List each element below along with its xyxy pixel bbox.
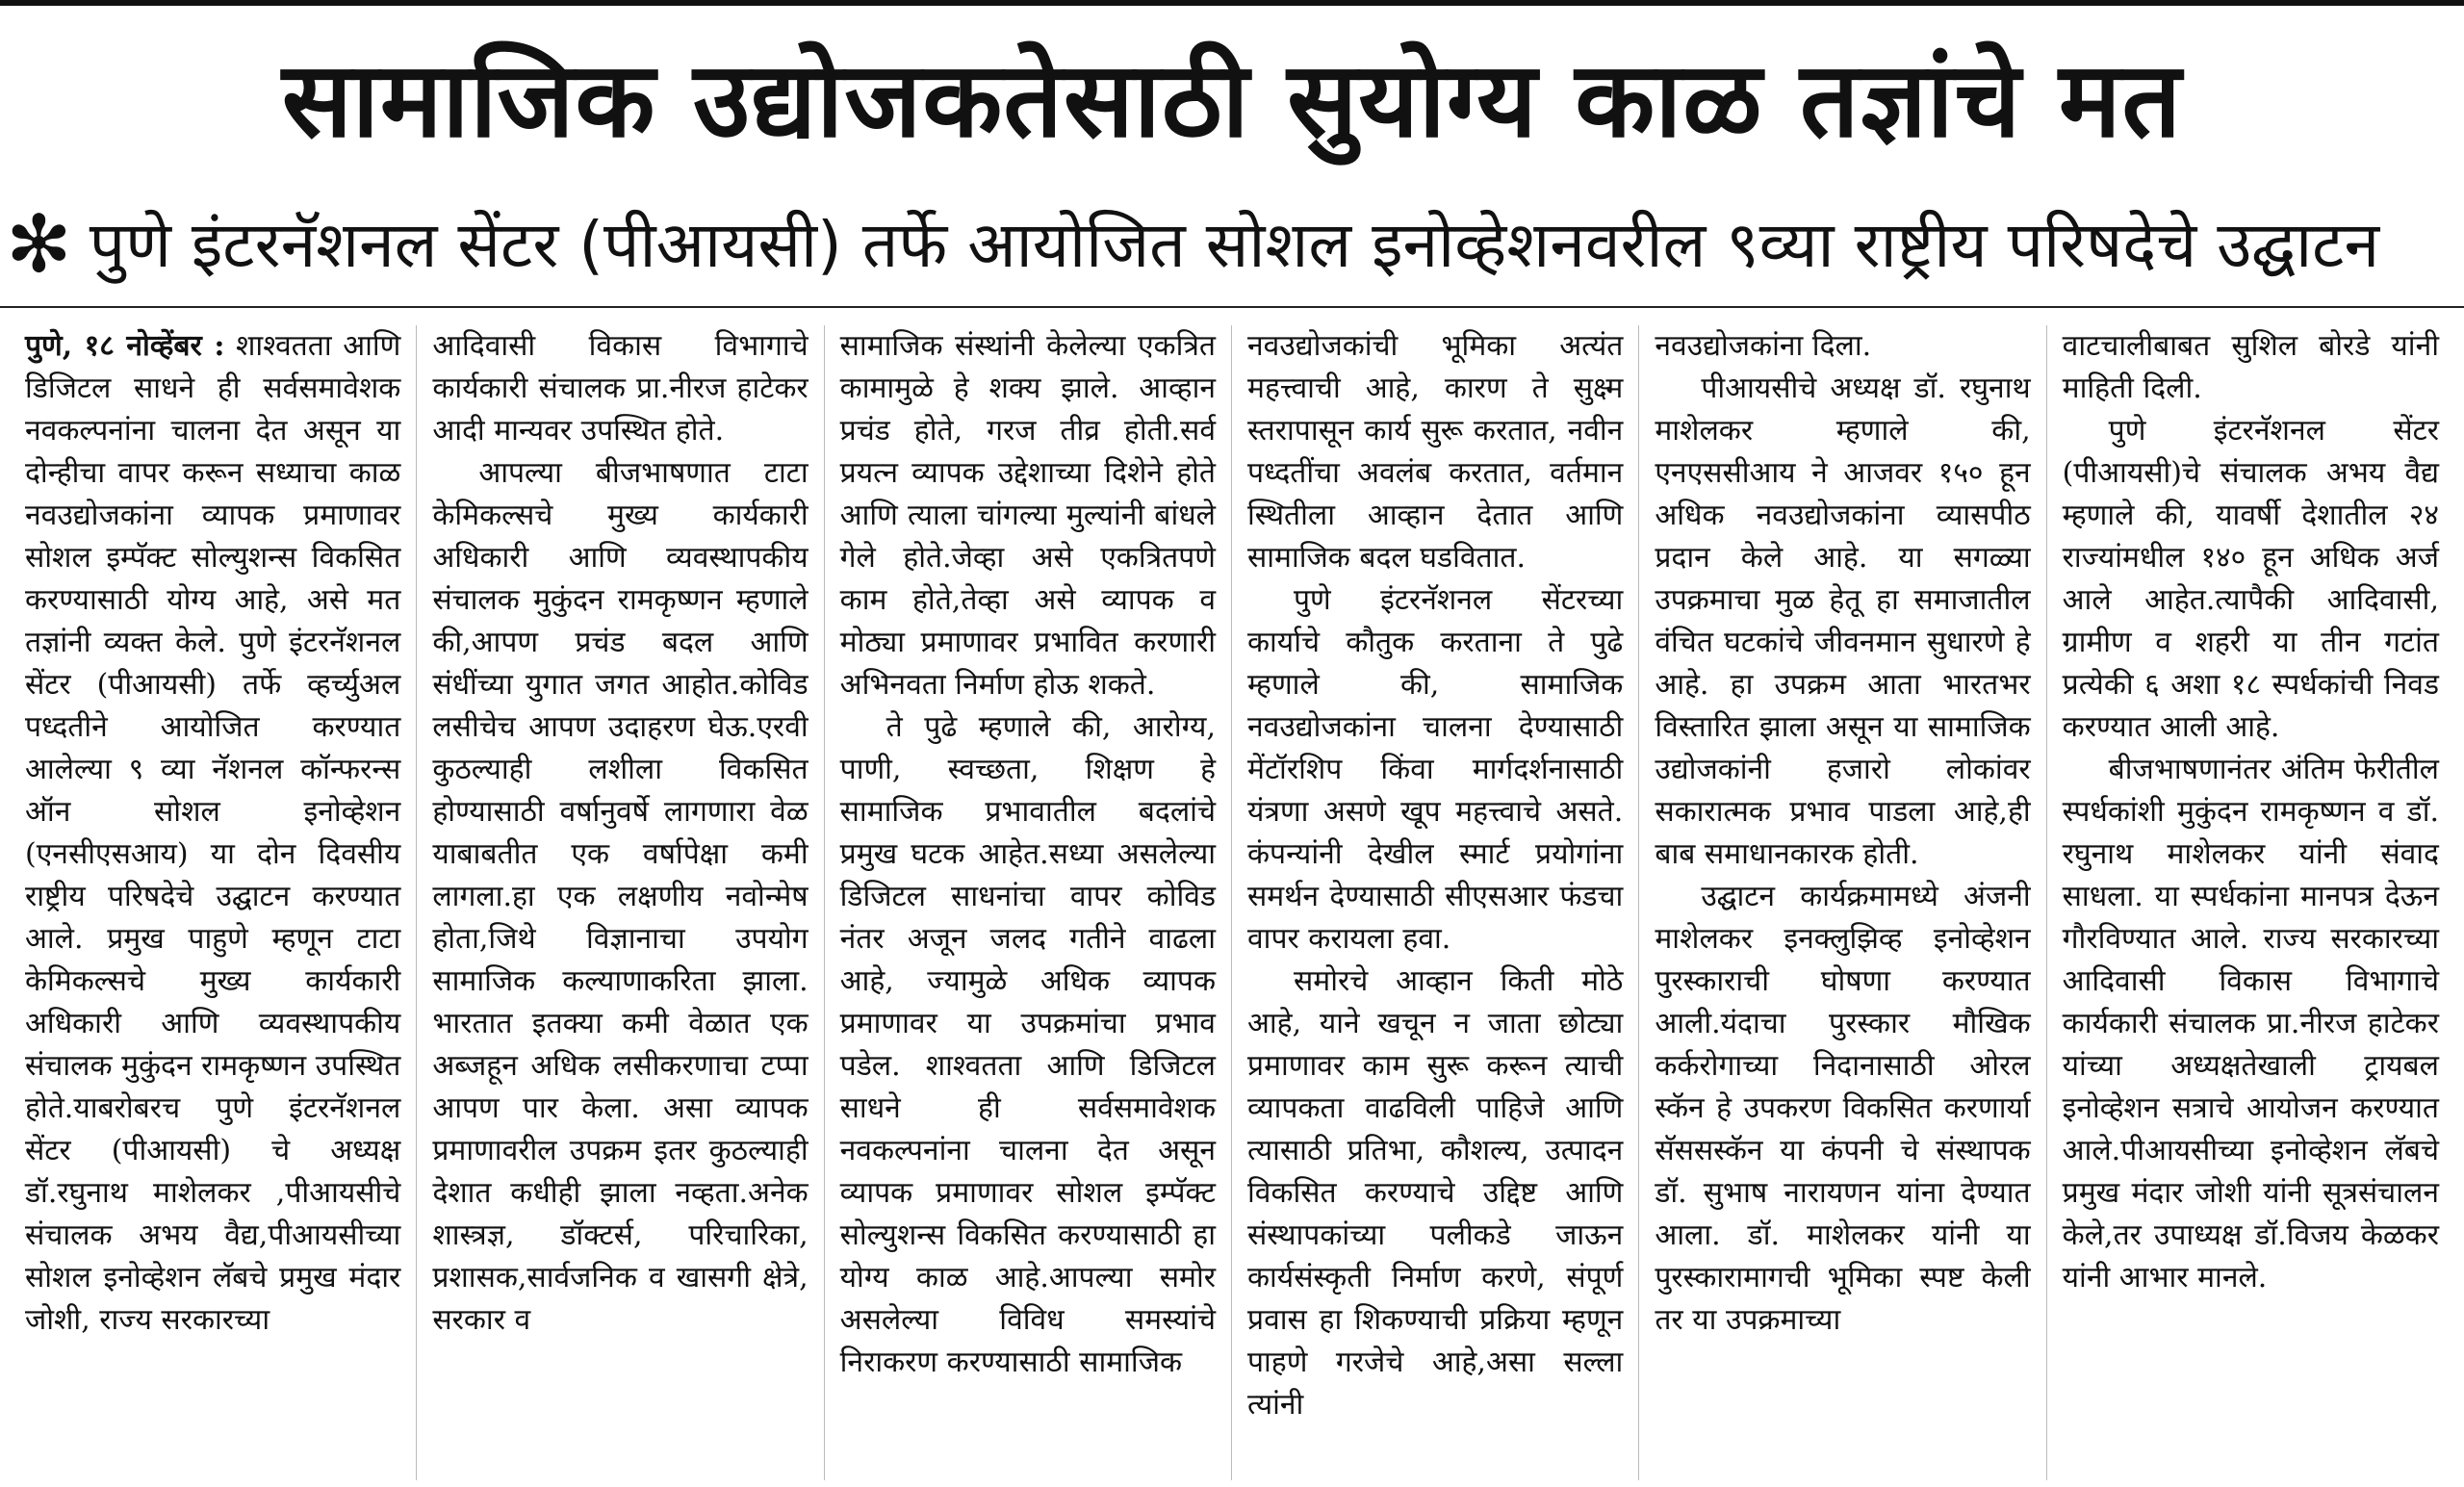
article-paragraph: नवउद्योजकांची भूमिका अत्यंत महत्त्वाची आहे, कारण ते सुक्ष्म स्तरापासून कार्य सुरू करतात, नवीन पध्दतींचा अवलंब करतात, वर्तमान स्थितीला आव्हान देतात आणि सामाजिक बदल घडवितात. xyxy=(1247,329,1624,575)
article-column-5 xyxy=(1639,325,2046,1480)
article-body xyxy=(0,325,2464,1480)
article-paragraph: वाटचालीबाबत सुशिल बोरडे यांनी माहिती दिली. xyxy=(2062,329,2439,405)
divider xyxy=(0,306,2464,308)
article-paragraph: पीआयसीचे अध्यक्ष डॉ. रघुनाथ माशेलकर म्हणाले की, एनएससीआय ने आजवर १५० हून अधिक नवउद्योजकांना व्यासपीठ प्रदान केले आहे. या सगळ्या उपक्रमाचा मुळ हेतू हा समाजातील वंचित घटकांचे जीवनमान सुधारणे हे आहे. हा उपक्रम आता भारतभर विस्तारित झाला असून या सामाजिक उद्योजकांनी हजारो लोकांवर सकारात्मक प्रभाव पाडला आहे,ही बाब समाधानकारक होती. xyxy=(1655,372,2031,871)
subheadline xyxy=(0,192,2464,298)
article-paragraph: आपल्या बीजभाषणात टाटा केमिकल्सचे मुख्य कार्यकारी अधिकारी आणि व्यवस्थापकीय संचालक मुकुंदन रामकृष्णन म्हणाले की,आपण प्रचंड बदल आणि संधींच्या युगात जगत आहोत.कोविड लसीचेच आपण उदाहरण घेऊ.एरवी कुठल्याही लशीला विकसित होण्यासाठी वर्षानुवर्षे लागणारा वेळ याबाबतीत एक वर्षापेक्षा कमी लागला.हा एक लक्षणीय नवोन्मेष होता,जिथे विज्ञानाचा उपयोग सामाजिक कल्याणाकरिता झाला. भारतात इतक्या कमी वेळात एक अब्जहून अधिक लसीकरणाचा टप्पा आपण पार केला. असा व्यापक प्रमाणावरील उपक्रम इतर कुठल्याही देशात कधीही झाला नव्हता.अनेक शास्त्रज्ञ, डॉक्टर्स, परिचारिका, प्रशासक,सार्वजनिक व खासगी क्षेत्रे, सरकार व xyxy=(432,456,808,1337)
article-paragraph: आदिवासी विकास विभागाचे कार्यकारी संचालक प्रा.नीरज हाटेकर आदी मान्यवर उपस्थित होते. xyxy=(432,329,808,448)
article-paragraph: पुणे इंटरनॅशनल सेंटरच्या कार्याचे कौतुक करताना ते पुढे म्हणाले की, सामाजिक नवउद्योजकांना चालना देण्यासाठी मेंटॉरशिप किंवा मार्गदर्शनासाठी यंत्रणा असणे खूप महत्त्वाचे असते. कंपन्यांनी देखील स्मार्ट प्रयोगांना समर्थन देण्यासाठी सीएसआर फंडचा वापर करायला हवा. xyxy=(1247,583,1624,956)
article-paragraph: समोरचे आव्हान किती मोठे आहे, याने खचून न जाता छोट्या प्रमाणावर काम सुरू करून त्याची व्यापकता वाढविली पाहिजे आणि त्यासाठी प्रतिभा, कौशल्य, उत्पादन विकसित करण्याचे उद्दिष्ट आणि संस्थापकांच्या पलीकडे जाऊन कार्यसंस्कृती निर्माण करणे, संपूर्ण प्रवास हा शिकण्याची प्रक्रिया म्हणून पाहणे गरजेचे आहे,असा सल्ला त्यांनी xyxy=(1247,964,1624,1422)
article-paragraph: पुणे इंटरनॅशनल सेंटर (पीआयसी)चे संचालक अभय वैद्य म्हणाले की, यावर्षी देशातील २४ राज्यांमधील १४० हून अधिक अर्ज आले आहेत.त्यापैकी आदिवासी, ग्रामीण व शहरी या तीन गटांत प्रत्येकी ६ अशा १८ स्पर्धकांची निवड करण्यात आली आहे. xyxy=(2062,414,2439,744)
article-column-4 xyxy=(1232,325,1639,1480)
article-column-3 xyxy=(825,325,1232,1480)
article-paragraph: नवउद्योजकांना दिला. xyxy=(1655,329,1872,363)
dateline: पुणे, १८ नोव्हेंबर : xyxy=(25,329,225,363)
article-paragraph xyxy=(25,325,400,1342)
article-column-2 xyxy=(417,325,824,1480)
article-paragraph: बीजभाषणानंतर अंतिम फेरीतील स्पर्धकांशी मुकुंदन रामकृष्णन व डॉ. रघुनाथ माशेलकर यांनी संवाद साधला. या स्पर्धकांना मानपत्र देऊन गौरविण्यात आले. राज्य सरकारच्या आदिवासी विकास विभागाचे कार्यकारी संचालक प्रा.नीरज हाटेकर यांच्या अध्यक्षतेखाली ट्रायबल इनोव्हेशन सत्राचे आयोजन करण्यात आले.पीआयसीच्या इनोव्हेशन लॅबचे प्रमुख मंदार जोशी यांनी सूत्रसंचालन केले,तर उपाध्यक्ष डॉ.विजय केळकर यांनी आभार मानले. xyxy=(2062,753,2439,1295)
subheadline-text: पुणे इंटरनॅशनल सेंटर (पीआयसी) तर्फे आयोजित सोशल इनोव्हेशनवरील ९व्या राष्ट्रीय परिषदेचे उद्घाटन xyxy=(89,208,2380,282)
paragraph-text: शाश्वतता आणि डिजिटल साधने ही सर्वसमावेशक नवकल्पनांना चालना देत असून या दोन्हीचा वापर करून सध्याचा काळ नवउद्योजकांना व्यापक प्रमाणावर सोशल इम्पॅक्ट सोल्युशन्स विकसित करण्यासाठी योग्य आहे, असे मत तज्ञांनी व्यक्त केले. पुणे इंटरनॅशनल सेंटर (पीआयसी) तर्फे व्हर्च्युअल पध्दतीने आयोजित करण्यात आलेल्या ९ व्या नॅशनल कॉन्फरन्स ऑन सोशल इनोव्हेशन (एनसीएसआय) या दोन दिवसीय राष्ट्रीय परिषदेचे उद्घाटन करण्यात आले. प्रमुख पाहुणे म्हणून टाटा केमिकल्सचे मुख्य कार्यकारी अधिकारी आणि व्यवस्थापकीय संचालक मुकुंदन रामकृष्णन उपस्थित होते.याबरोबरच पुणे इंटरनॅशनल सेंटर (पीआयसी) चे अध्यक्ष डॉ.रघुनाथ माशेलकर ,पीआयसीचे संचालक अभय वैद्य,पीआयसीच्या सोशल इनोव्हेशन लॅबचे प्रमुख मंदार जोशी, राज्य सरकारच्या xyxy=(25,329,401,1337)
article-column-6 xyxy=(2047,325,2454,1480)
asterisk-bullet-icon: ✻ xyxy=(6,199,72,291)
article-paragraph: ते पुढे म्हणाले की, आरोग्य, पाणी, स्वच्छता, शिक्षण हे सामाजिक प्रभावातील बदलांचे प्रमुख घटक आहेत.सध्या असलेल्या डिजिटल साधनांचा वापर कोविड नंतर अजून जलद गतीने वाढला आहे, ज्यामुळे अधिक व्यापक प्रमाणावर या उपक्रमांचा प्रभाव पडेल. शाश्वतता आणि डिजिटल साधने ही सर्वसमावेशक नवकल्पनांना चालना देत असून व्यापक प्रमाणावर सोशल इम्पॅक्ट सोल्युशन्स विकसित करण्यासाठी हा योग्य काळ आहे.आपल्या समोर असलेल्या विविध समस्यांचे निराकरण करण्यासाठी सामाजिक xyxy=(839,710,1216,1379)
headline: सामाजिक उद्योजकतेसाठी सुयोग्य काळ तज्ञांचे मत xyxy=(281,40,2183,161)
article-paragraph: उद्घाटन कार्यक्रमामध्ये अंजनी माशेलकर इनक्लुझिव्ह इनोव्हेशन पुरस्काराची घोषणा करण्यात आली.यंदाचा पुरस्कार मौखिक कर्करोगाच्या निदानासाठी ओरल स्कॅन हे उपकरण विकसित करणार्या सॅससस्कॅन या कंपनी चे संस्थापक डॉ. सुभाष नारायणन यांना देण्यात आला. डॉ. माशेलकर यांनी या पुरस्कारामागची भूमिका स्पष्ट केली तर या उपक्रमाच्या xyxy=(1655,880,2031,1337)
top-rule xyxy=(0,0,2464,6)
article-column-1 xyxy=(10,325,417,1480)
article-paragraph: सामाजिक संस्थांनी केलेल्या एकत्रित कामामुळे हे शक्य झाले. आव्हान प्रचंड होते, गरज तीव्र होती.सर्व प्रयत्न व्यापक उद्देशाच्या दिशेने होते आणि त्याला चांगल्या मुल्यांनी बांधले गेले होते.जेव्हा असे एकत्रितपणे काम होते,तेव्हा असे व्यापक व मोठ्या प्रमाणावर प्रभावित करणारी अभिनवता निर्माण होऊ शकते. xyxy=(839,329,1216,702)
